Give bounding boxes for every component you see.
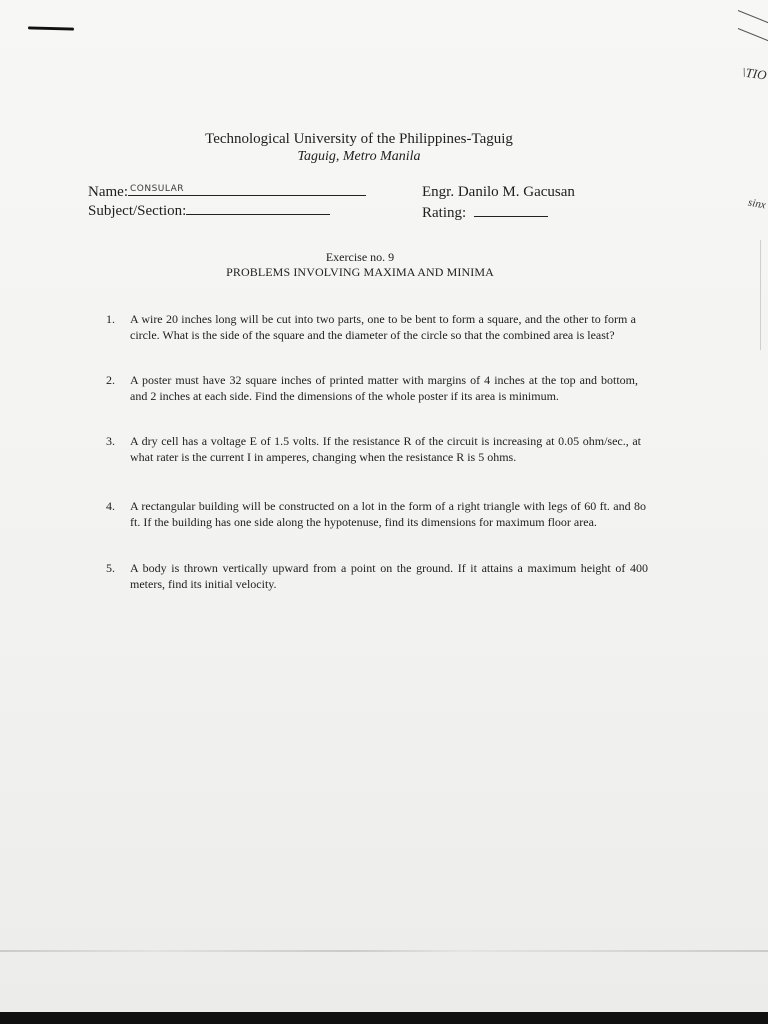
problem-item xyxy=(106,499,646,530)
scan-streak xyxy=(0,950,768,952)
name-field xyxy=(88,181,366,201)
university-location: Taguig, Metro Manila xyxy=(297,149,421,164)
page-edge xyxy=(760,240,761,350)
problem-item xyxy=(106,312,636,343)
edge-text-top: \TIO xyxy=(741,64,768,83)
university-name: Technological University of the Philippines-Taguig xyxy=(205,131,513,147)
subject-label: Subject/Section: xyxy=(88,203,187,219)
problem-text: A rectangular building will be constructed on a lot in the form of a right triangle with legs of 60 ft. and 8o ft. If the building has one side along the hypotenuse, find its dimensions for maximum floor area. xyxy=(130,499,646,529)
problem-text: A poster must have 32 square inches of printed matter with margins of 4 inches at the top and bottom, and 2 inches at each side. Find the dimensions of the whole poster if its area is minimum. xyxy=(130,373,638,403)
problem-text: A body is thrown vertically upward from a point on the ground. If it attains a maximum height of 400 meters, find its initial velocity. xyxy=(130,561,648,591)
problem-number: 1. xyxy=(106,312,115,326)
edge-text-mid: sinx xyxy=(747,196,767,212)
problem-number: 2. xyxy=(106,373,115,387)
subject-line[interactable] xyxy=(186,200,330,215)
edge-line-2 xyxy=(738,28,768,42)
problem-number: 4. xyxy=(106,499,115,513)
exercise-title: PROBLEMS INVOLVING MAXIMA AND MINIMA xyxy=(226,265,494,279)
scan-border xyxy=(0,1012,768,1024)
problem-number: 3. xyxy=(106,434,115,448)
problem-item xyxy=(106,434,641,465)
problem-item xyxy=(106,561,648,592)
name-handwritten: CONSULAR xyxy=(129,184,185,194)
rating-line[interactable] xyxy=(474,202,548,217)
pen-mark xyxy=(28,26,74,30)
rating-label: Rating: xyxy=(422,205,467,221)
subject-field xyxy=(88,200,330,220)
problem-number: 5. xyxy=(106,561,115,575)
problem-item xyxy=(106,373,638,404)
rating-field xyxy=(422,202,548,222)
instructor-name: Engr. Danilo M. Gacusan xyxy=(422,184,575,200)
problem-text: A dry cell has a voltage E of 1.5 volts. If the resistance R of the circuit is increasing at 0.05 ohm/sec., at what rater is the current I in amperes, changing when the resistance R is 5 ohms. xyxy=(130,434,641,464)
name-line[interactable] xyxy=(128,181,366,196)
problem-text: A wire 20 inches long will be cut into two parts, one to be bent to form a square, and the other to form a circle. What is the side of the square and the diameter of the circle so that the combined area is least? xyxy=(130,312,636,342)
name-label: Name: xyxy=(88,184,128,200)
edge-line-1 xyxy=(738,10,768,24)
exercise-number: Exercise no. 9 xyxy=(325,250,395,264)
